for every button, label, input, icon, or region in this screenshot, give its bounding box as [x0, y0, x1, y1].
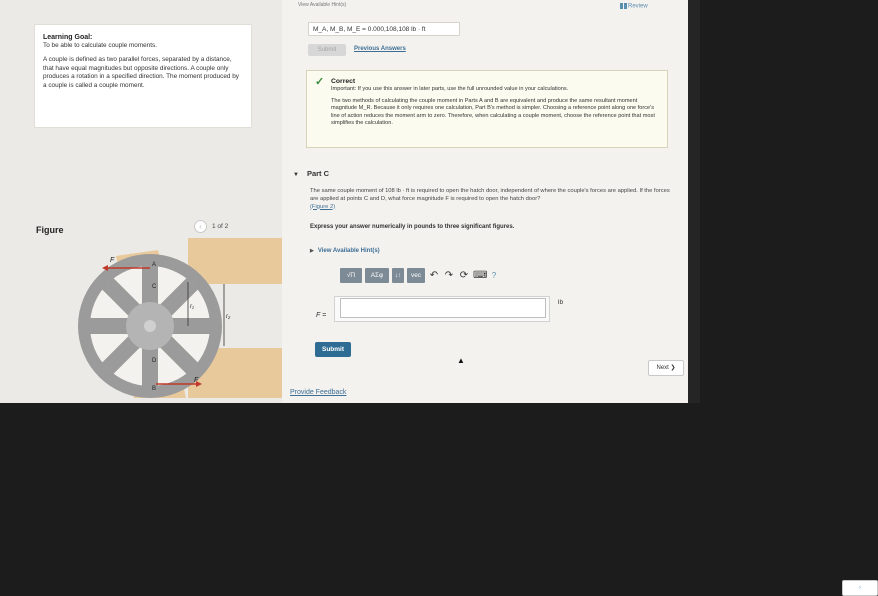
wheel-center — [144, 320, 156, 332]
feedback-important: Important: If you use this answer in later parts, use the full unrounded value in your calculations. — [331, 86, 569, 93]
undo-icon[interactable]: ↶ — [429, 270, 439, 281]
feedback-heading: Correct — [331, 78, 356, 85]
figure-label: Figure — [36, 225, 64, 235]
prev-figure-button[interactable]: ‹ — [194, 220, 207, 233]
answer-variable-label: F = — [316, 312, 327, 319]
greek-symbols-button[interactable]: AΣφ — [365, 268, 389, 283]
math-toolbar — [340, 268, 500, 283]
label-point-d: D — [152, 358, 157, 364]
templates-button[interactable]: √Π — [340, 268, 362, 283]
label-point-b: B — [152, 386, 157, 392]
help-icon[interactable]: ? — [491, 271, 497, 280]
previous-hints-link[interactable]: View Available Hint(s) — [298, 2, 347, 8]
review-bar-icon — [620, 3, 623, 9]
label-r2: r₂ — [226, 314, 231, 320]
expand-triangle-icon: ▶ — [310, 248, 314, 254]
reset-icon[interactable]: ⟳ — [459, 270, 469, 281]
view-hints-toggle[interactable] — [310, 248, 380, 254]
submit-button-disabled[interactable]: Submit — [308, 44, 346, 56]
review-link[interactable] — [620, 3, 648, 10]
learning-goal-subtitle: To be able to calculate couple moments. — [43, 42, 158, 50]
label-point-a: A — [152, 262, 157, 268]
window-edge — [688, 0, 700, 403]
redo-icon[interactable]: ↷ — [444, 270, 454, 281]
next-figure-button[interactable]: › — [842, 580, 878, 596]
question-text: The same couple moment of 108 lb · ft is required to open the hatch door, independent of where the couple's forces are applied. If the forces are applied at points C and D, what force magnitude F is required to open the hatch door? — [310, 188, 670, 202]
part-c-header[interactable] — [293, 169, 329, 178]
review-bar-icon — [624, 3, 627, 9]
part-c-question — [310, 188, 678, 211]
correct-feedback-panel — [306, 70, 668, 148]
collapse-triangle-icon: ▼ — [293, 172, 299, 178]
learning-goal-title: Learning Goal: — [43, 34, 93, 41]
label-r1: r₁ — [190, 304, 194, 310]
learning-goal-panel — [34, 24, 252, 128]
label-point-c: C — [152, 284, 157, 290]
submit-button[interactable]: Submit — [315, 342, 351, 357]
previous-answers-link[interactable]: Previous Answers — [354, 46, 406, 52]
previous-answer-display: M_A, M_B, M_E = 0.000,108,108 lb · ft — [308, 22, 460, 36]
label-force-top: F — [110, 257, 115, 264]
answer-unit: lb — [558, 299, 564, 306]
feedback-body: The two methods of calculating the couple moment in Parts A and B are equivalent and produce the same resultant moment magnitude M_R. Because it only requires one calculation, Part B's method is simpler. Choosing a reference point along one force's line of action reduces the moment arm to zero. Therefore, when calculating a couple moment, choose the reference point that most simplifies the calculation. — [331, 97, 655, 127]
subscript-button[interactable]: ↓↑ — [392, 268, 404, 283]
checkmark-icon: ✓ — [315, 76, 325, 88]
hints-label: View Available Hint(s) — [317, 248, 380, 254]
answer-instruction: Express your answer numerically in pounds to three significant figures. — [310, 224, 515, 230]
label-force-bottom: F — [194, 377, 199, 384]
answer-input[interactable] — [340, 298, 546, 318]
next-button[interactable]: Next ❯ — [648, 360, 684, 376]
review-label: Review — [628, 3, 648, 10]
figure-2-link[interactable]: (Figure 2) — [310, 203, 336, 210]
keyboard-icon[interactable]: ⌨ — [473, 270, 488, 281]
mouse-cursor-icon: ▲ — [457, 356, 465, 365]
provide-feedback-link[interactable]: Provide Feedback — [290, 389, 347, 396]
pager-text: 1 of 2 — [212, 223, 229, 230]
hatch-door-figure — [38, 238, 282, 398]
part-c-label: Part C — [306, 169, 330, 178]
learning-goal-body: A couple is defined as two parallel forces, separated by a distance, that have equal magnitudes but opposite directions. A couple only produces a rotation in a specified direction. The moment produced by a couple is called a couple moment. — [43, 56, 239, 89]
vector-button[interactable]: vec — [407, 268, 425, 283]
